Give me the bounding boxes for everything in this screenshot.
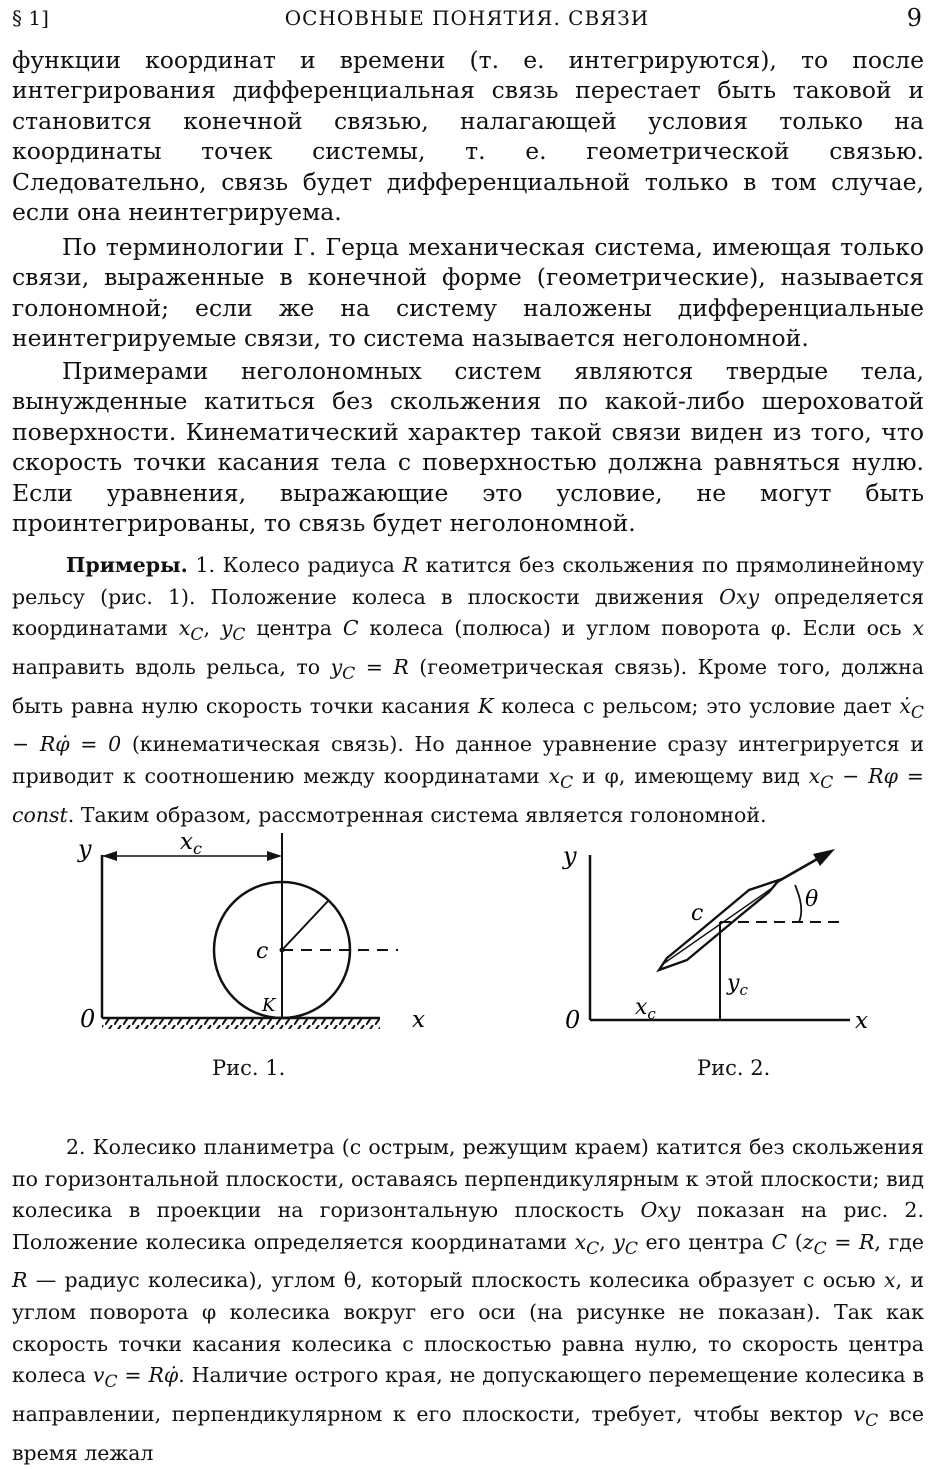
xc-arrow-left <box>102 851 117 861</box>
label-origin: 0 <box>565 1006 581 1034</box>
label-yc: $y_c$ <box>727 971 748 999</box>
label-c: c <box>256 939 269 964</box>
ground-hatching <box>102 1019 380 1029</box>
label-k: K <box>262 995 276 1016</box>
velocity-arrowhead <box>813 849 835 866</box>
running-title: ОСНОВНЫЕ ПОНЯТИЯ. СВЯЗИ <box>284 6 650 30</box>
section-number: § 1] <box>12 6 49 30</box>
page-header <box>12 6 922 36</box>
label-y: y <box>563 842 577 870</box>
figure-1-caption: Рис. 1. <box>212 1056 286 1080</box>
label-theta: θ <box>805 887 819 912</box>
example-2: 2. Колесико планиметра (с острым, режущим краем) катится без скольжения по горизонтальной плоскости, оставаясь перпендикулярным к этой плоскости; вид колесика в проекции на горизонтальную плоскость Oxy показан на рис. 2. Положение колесика определяется координатами $x_C$, $y_C$ его центра C ($z_C = R$, где R — радиус колесика), углом θ, который плоскость колесика образует с осью x, и углом поворота φ колесика вокруг его оси (на рисунке не показан). Так как скорость точки касания колесика с плоскостью равна нулю, то скорость центра колеса $v_C$ = Rφ̇. Наличие острого края, не допускающего перемещение колесика в направлении, перпендикулярном к его плоскости, требует, чтобы вектор $v_C$ все время лежал <box>12 1135 924 1465</box>
page-number: 9 <box>906 4 922 32</box>
xc-arrow-right <box>267 851 282 861</box>
figure-1 <box>60 815 450 1045</box>
figure-2 <box>555 830 885 1045</box>
label-x: x <box>855 1008 868 1034</box>
center-point <box>280 948 285 953</box>
label-origin: 0 <box>80 1005 96 1033</box>
label-y: y <box>78 835 92 863</box>
examples-heading: Примеры. <box>66 553 188 577</box>
paragraph-2: По терминологии Г. Герца механическая система, имеющая только связи, выраженные в конечной форме (геометрические), называется голономной; если же на систему наложены дифференциальные неинтегрируемые связи, то система называется неголономной. <box>12 233 924 353</box>
example-1: Примеры. 1. Колесо радиуса R катится без скольжения по прямолинейному рельсу (рис. 1). Положение колеса в плоскости движения Oxy определяется координатами $x_C$, $y_C$ центра C колеса (полюса) и углом поворота φ. Если ось x направить вдоль рельса, то $y_C = R$ (геометрическая связь). Кроме того, должна быть равна нулю скорость точки касания K колеса с рельсом; это условие дает ẋ$_C$ − Rφ̇ = 0 (кинематическая связь). Но данное уравнение сразу интегрируется и приводит к соотношению между координатами $x_C$ и φ, имеющему вид $x_C - R\varphi$ = const. Таким образом, рассмотренная система является голономной. <box>12 553 925 827</box>
label-xc: $x_c$ <box>635 995 656 1023</box>
velocity-vector <box>777 858 819 882</box>
label-xc: $x_c$ <box>180 829 202 858</box>
label-x: x <box>412 1007 425 1033</box>
paragraph-1: функции координат и времени (т. е. интегрируются), то после интегрирования дифференциальная связь перестает быть таковой и становится конечной связью, налагающей условия только на координаты точек системы, т. е. геометрической связью. Следовательно, связь будет дифференциальной только в том случае, если она неинтегрируема. <box>12 46 924 227</box>
wheel-radius <box>282 901 328 950</box>
label-c: c <box>691 901 704 926</box>
theta-arc <box>795 885 801 922</box>
paragraph-3: Примерами неголономных систем являются твердые тела, вынужденные катиться без скольжения по какой-либо шероховатой поверхности. Кинематический характер такой связи виден из того, что скорость точки касания тела с поверхностью должна равняться нулю. Если уравнения, выражающие это условие, не могут быть проинтегрированы, то связь будет неголономной. <box>12 357 924 538</box>
figure-2-caption: Рис. 2. <box>697 1056 771 1080</box>
